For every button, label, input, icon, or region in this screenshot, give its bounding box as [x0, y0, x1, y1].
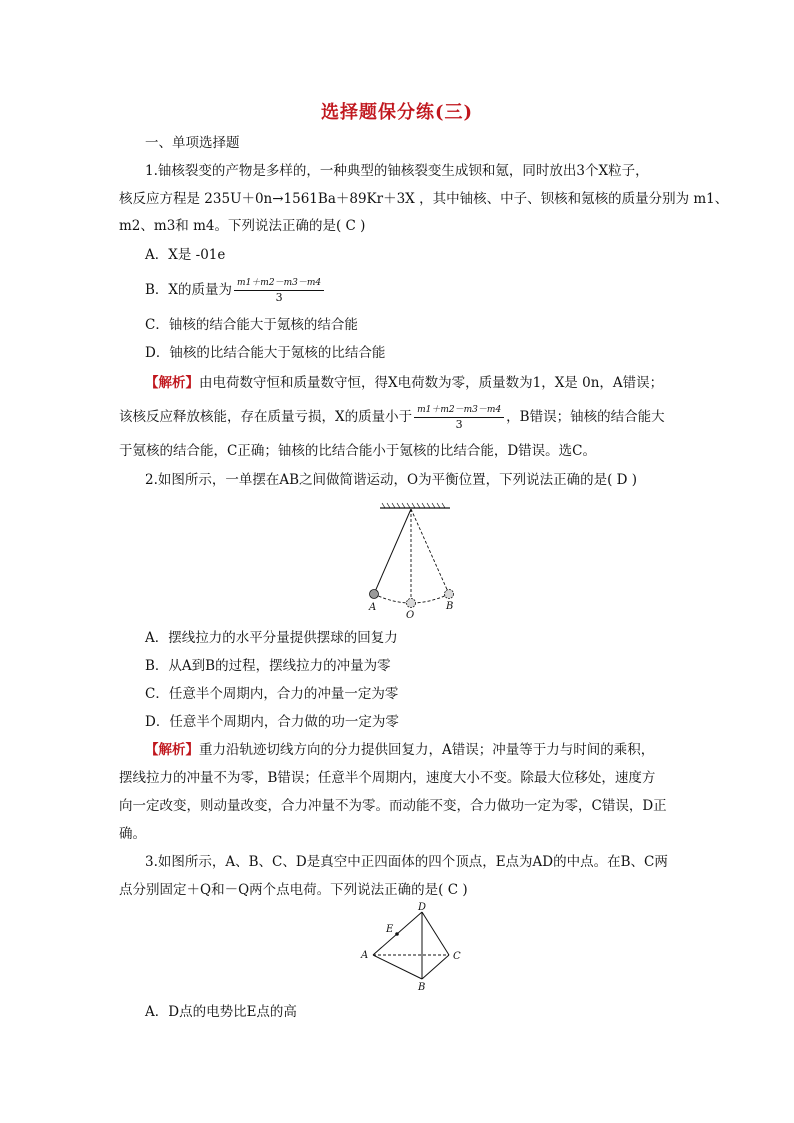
q1-stem-line3: m2、m3和 m4。下列说法正确的是( C )	[119, 218, 366, 234]
bob-o	[407, 599, 416, 608]
q2-analysis-text1: 重力沿轨迹切线方向的分力提供回复力，A错误；冲量等于力与时间的乘积，	[199, 742, 655, 758]
edge-dc	[422, 912, 449, 955]
q1-stem-line2	[119, 189, 728, 209]
label-b: B	[418, 982, 426, 993]
q1-stem-line1: 1.铀核裂变的产物是多样的，一种典型的铀核裂变生成钡和氪，同时放出3个X粒子，	[145, 163, 649, 179]
page-title: 选择题保分练(三)	[320, 102, 474, 123]
q1-reaction-equation: 235U＋0n→1561Ba＋89Kr＋3X	[204, 191, 415, 207]
q2-analysis-line3: 向一定改变，则动量改变，合力冲量不为零。而动能不变，合力做功一定为零，C错误，D正	[119, 798, 667, 814]
q1-analysis-line3: 于氪核的结合能，C正确；铀核的比结合能小于氪核的比结合能，D错误。选C。	[119, 443, 596, 459]
q2-stem: 2.如图所示，一单摆在AB之间做简谐运动，O为平衡位置，下列说法正确的是( D )	[145, 472, 638, 488]
q2-analysis-line4: 确。	[119, 826, 146, 842]
q1-analysis-fraction	[414, 404, 504, 432]
q3-option-a: A．D点的电势比E点的高	[145, 1004, 297, 1020]
pendulum-string-a	[374, 509, 411, 594]
section-heading: 一、单项选择题	[145, 135, 240, 151]
q1-analysis-line2	[119, 402, 665, 432]
fraction-denominator: 3	[275, 290, 283, 304]
fraction-denominator: 3	[455, 417, 463, 431]
q1-option-b-fraction	[234, 277, 324, 305]
fraction-numerator: m1＋m2－m3－m4	[234, 277, 324, 291]
q1-stem-line2-pre: 核反应方程是	[119, 191, 200, 207]
pendulum-string-b	[411, 509, 449, 594]
label-e: E	[386, 924, 394, 935]
q2-option-a: A．摆线拉力的水平分量提供摆球的回复力	[145, 630, 398, 646]
bob-b	[445, 590, 454, 599]
q2-option-d: D．任意半个周期内，合力做的功一定为零	[145, 714, 399, 730]
analysis-label: 【解析】	[145, 742, 199, 758]
fraction-numerator: m1＋m2－m3－m4	[414, 404, 504, 418]
label-o: O	[406, 610, 415, 621]
q1-option-a: A．X是 -01e	[145, 247, 226, 263]
label-a: A	[361, 950, 369, 961]
q3-stem-line1: 3.如图所示，A、B、C、D是真空中正四面体的四个顶点，E点为AD的中点。在B、C两	[145, 854, 668, 870]
q3-stem-line2: 点分别固定＋Q和－Q两个点电荷。下列说法正确的是( C )	[119, 882, 468, 898]
pendulum-figure	[355, 500, 475, 625]
q1-option-b	[145, 276, 326, 305]
q1-stem-line2-post: ，其中铀核、中子、钡核和氪核的质量分别为 m1、	[419, 191, 729, 207]
label-a: A	[369, 602, 377, 613]
edge-ab	[373, 955, 422, 979]
q2-analysis-line1	[145, 740, 654, 760]
q2-option-b: B．从A到B的过程，摆线拉力的冲量为零	[145, 658, 391, 674]
edge-bc	[422, 955, 449, 979]
q1-analysis-text2-post: ，B错误；铀核的结合能大	[506, 409, 665, 425]
q1-analysis-line1	[145, 373, 663, 393]
label-b: B	[446, 601, 454, 612]
q1-option-b-label: B．X的质量为	[145, 282, 233, 298]
point-e	[395, 932, 399, 936]
q1-option-d: D．铀核的比结合能大于氪核的比结合能	[145, 345, 386, 361]
label-c: C	[453, 951, 461, 962]
label-d: D	[418, 902, 427, 913]
q2-analysis-line2: 摆线拉力的冲量不为零，B错误；任意半个周期内，速度大小不变。除最大位移处，速度方	[119, 770, 656, 786]
q1-analysis-text2-pre: 该核反应释放核能，存在质量亏损，X的质量小于	[119, 409, 413, 425]
pendulum-ceiling	[380, 503, 450, 508]
q1-analysis-text1: 由电荷数守恒和质量数守恒，得X电荷数为零，质量数为1，X是 0n，A错误；	[199, 375, 664, 391]
q1-option-c: C．铀核的结合能大于氪核的结合能	[145, 317, 358, 333]
tetrahedron-figure	[355, 900, 470, 995]
q2-option-c: C．任意半个周期内，合力的冲量一定为零	[145, 686, 399, 702]
analysis-label: 【解析】	[145, 375, 199, 391]
bob-a	[370, 590, 379, 599]
